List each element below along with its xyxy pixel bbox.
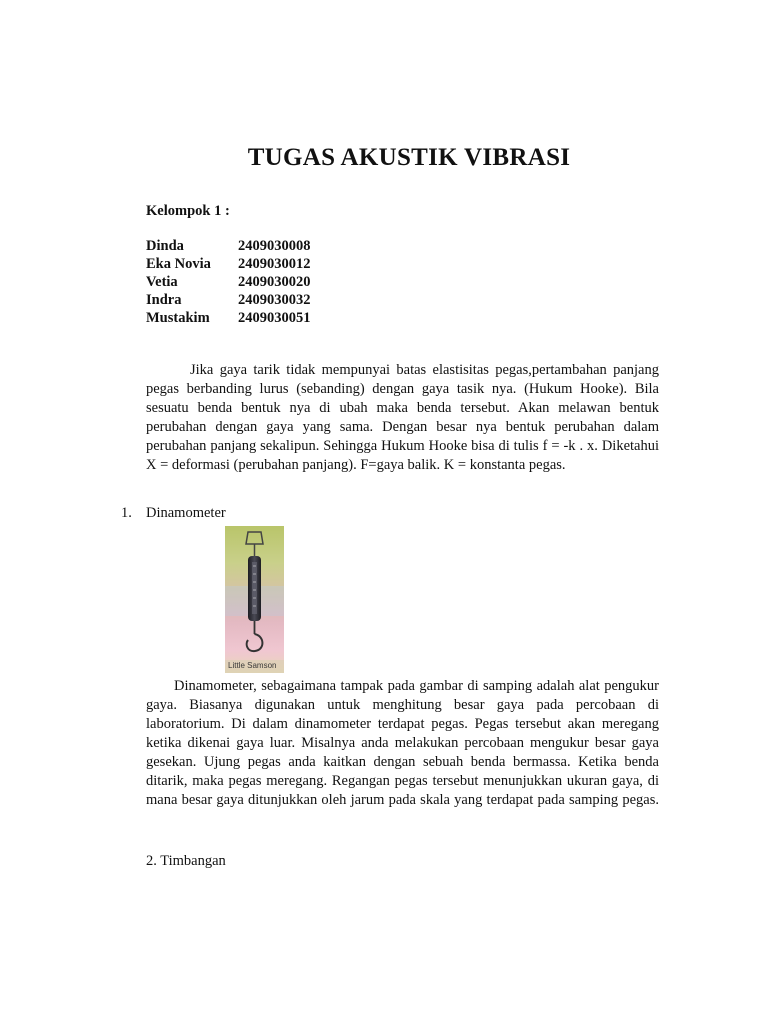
- section-heading-dinamometer: [121, 504, 226, 523]
- member-id: 2409030008: [238, 238, 311, 254]
- dinamometer-paragraph: Dinamometer, sebagaimana tampak pada gambar di samping adalah alat pengukur gaya. Biasanya digunakan untuk menghitung besar gaya pada percobaan di laboratorium. Di dalam dinamometer terdapat pegas. Pegas tersebut akan meregang ketika dikenai gaya luar. Misalnya anda melakukan percobaan mengukur besar gaya gesekan. Ujung pegas anda kaitkan dengan sebuah benda bermassa. Ketika benda ditarik, maka pegas meregang. Regangan pegas tersebut menunjukkan ukuran gaya, di mana besar gaya ditunjukkan oleh jarum pada skala yang terdapat pada samping pegas.: [146, 678, 659, 808]
- section-title: Dinamometer: [146, 505, 226, 521]
- dinamometer-image: [225, 526, 284, 673]
- intro-paragraph: Jika gaya tarik tidak mempunyai batas elastisitas pegas,pertambahan panjang pegas berbanding lurus (sebanding) dengan gaya tasik nya. (Hukum Hooke). Bila sesuatu benda bentuk nya di ubah maka benda tersebut. Akan melawan bentuk perubahan dengan gaya yang sama. Dengan besar nya bentuk perubahan dalam perubahan panjang sekalipun. Sehingga Hukum Hooke bisa di tulis f = -k . x. Diketahui X = deformasi (perubahan panjang). F=gaya balik. K = konstanta pegas.: [146, 362, 659, 473]
- section-heading-timbangan: [146, 852, 226, 871]
- section-number: 2.: [146, 853, 157, 869]
- section-title: Timbangan: [160, 853, 226, 869]
- member-row: [146, 237, 311, 255]
- member-row: [146, 309, 311, 327]
- image-caption: Little Samson: [228, 661, 277, 670]
- member-id: 2409030032: [238, 292, 311, 308]
- member-id: 2409030012: [238, 256, 311, 272]
- member-id: 2409030020: [238, 274, 311, 290]
- member-name: Dinda: [146, 238, 184, 254]
- member-name: Eka Novia: [146, 256, 211, 272]
- member-row: [146, 291, 311, 309]
- member-name: Mustakim: [146, 310, 210, 326]
- member-id: 2409030051: [238, 310, 311, 326]
- member-row: [146, 273, 311, 291]
- member-name: Indra: [146, 292, 182, 308]
- member-list: [146, 237, 311, 327]
- section-number: 1.: [121, 505, 132, 521]
- member-name: Vetia: [146, 274, 178, 290]
- group-label: Kelompok 1 :: [146, 203, 230, 219]
- member-row: [146, 255, 311, 273]
- document-title: TUGAS AKUSTIK VIBRASI: [247, 144, 571, 171]
